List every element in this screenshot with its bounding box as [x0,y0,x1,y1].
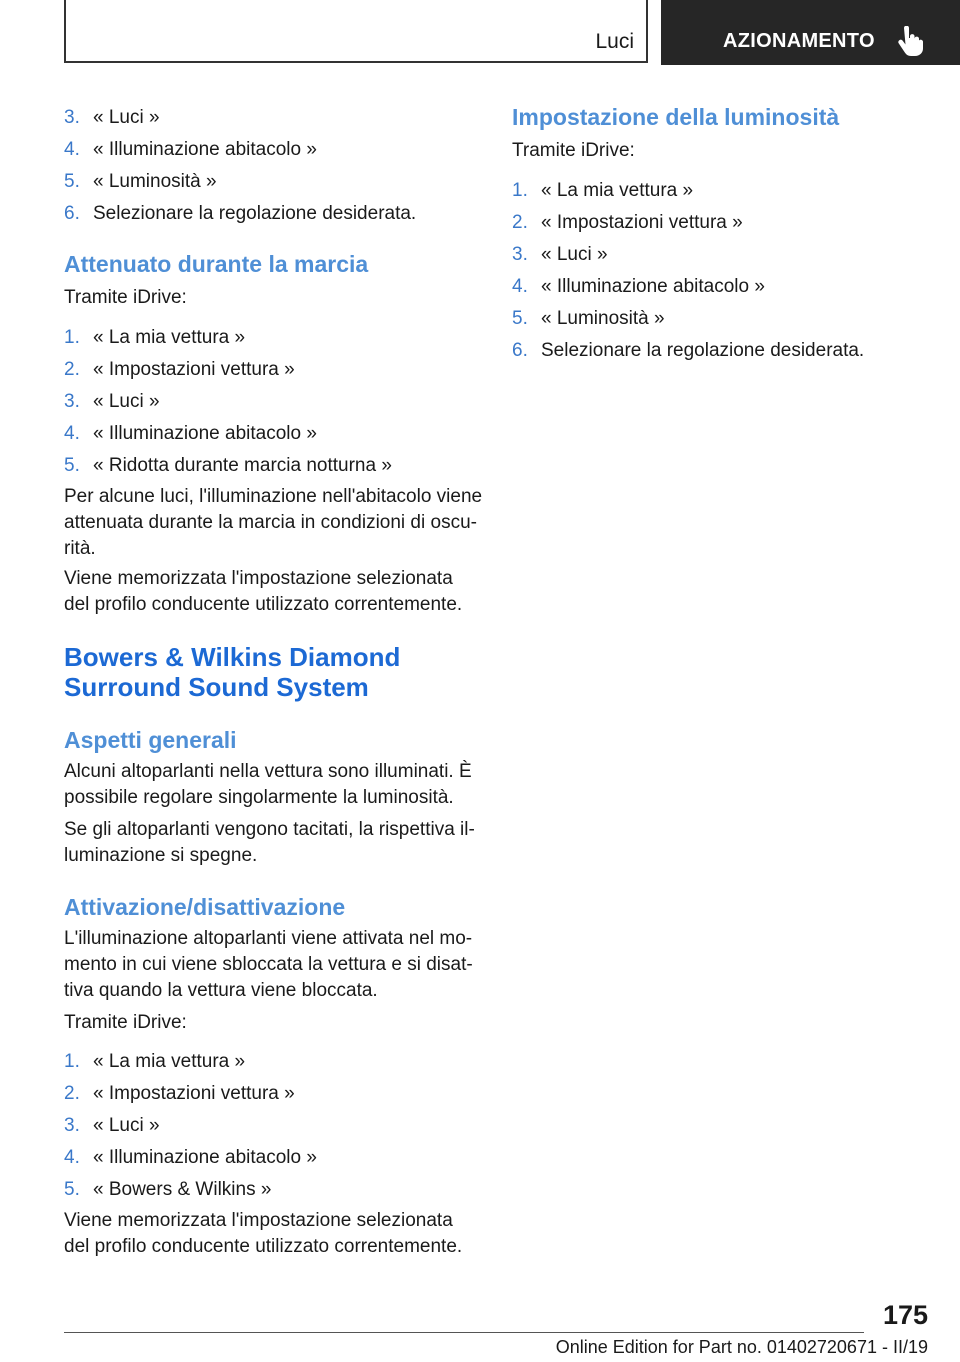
aspetti-paragraph-1: Alcuni altoparlanti nella vettura sono illuminati. È possibile regolare singolarmente la luminosità. [64,761,472,808]
list-item: 2. « Impostazioni vettura » [64,359,295,380]
list-item: 5. « Bowers & Wilkins » [64,1179,272,1200]
attivazione-paragraph-2: Viene memorizzata l'impostazione selezionata del profilo conducente utilizzato correntemente. [64,1210,463,1257]
attenuato-paragraph-2: Viene memorizzata l'impostazione selezionata del profilo conducente utilizzato correntemente. [64,568,463,615]
footer-divider [64,1332,864,1333]
list-item: 4. « Illuminazione abitacolo » [64,1147,317,1168]
luminosita-heading: Impostazione della luminosità [512,104,840,130]
attivazione-intro: Tramite iDrive: [64,1012,187,1033]
list-item: 3. « Luci » [512,244,608,265]
header-section-box [64,0,648,63]
list-item: 4. « Illuminazione abitacolo » [64,423,317,444]
list-item: 3. « Luci » [64,107,160,128]
list-item: 1. « La mia vettura » [64,1051,246,1072]
attivazione-paragraph-1: L'illuminazione altoparlanti viene attivata nel mo- mento in cui viene sbloccata la vettura e si disat- tiva quando la vettura viene bloccata. [64,928,473,1001]
list-item: 4. « Illuminazione abitacolo » [512,276,765,297]
list-item: 2. « Impostazioni vettura » [512,212,743,233]
aspetti-paragraph-2: Se gli altoparlanti vengono tacitati, la rispettiva il- luminazione si spegne. [64,819,475,866]
chapter-title: AZIONAMENTO [723,30,875,52]
list-item: 5. « Luminosità » [512,308,665,329]
attenuato-paragraph-1: Per alcune luci, l'illuminazione nell'abitacolo viene attenuata durante la marcia in condizioni di oscu- rità. [64,486,483,559]
list-item: 5. « Luminosità » [64,171,217,192]
section-title: Luci [595,30,634,53]
list-item: 4. « Illuminazione abitacolo » [64,139,317,160]
list-item: 6. Selezionare la regolazione desiderata. [64,203,417,224]
page-number: 175 [882,1300,928,1330]
list-item: 3. « Luci » [64,391,160,412]
attivazione-heading: Attivazione/disattivazione [64,894,346,920]
hand-pointer-icon [895,26,923,56]
luminosita-intro: Tramite iDrive: [512,140,635,161]
aspetti-heading: Aspetti generali [64,727,237,753]
attenuato-intro: Tramite iDrive: [64,287,187,308]
list-item: 3. « Luci » [64,1115,160,1136]
attenuato-heading: Attenuato durante la marcia [64,251,369,277]
bowers-wilkins-heading: Bowers & Wilkins Diamond Surround Sound System [64,642,401,702]
list-item: 2. « Impostazioni vettura » [64,1083,295,1104]
list-item: 6. Selezionare la regolazione desiderata. [512,340,865,361]
edition-footer: Online Edition for Part no. 01402720671 - II/19 [555,1337,928,1357]
list-item: 5. « Ridotta durante marcia notturna » [64,455,392,476]
list-item: 1. « La mia vettura » [512,180,694,201]
list-item: 1. « La mia vettura » [64,327,246,348]
chapter-tab[interactable] [661,0,960,65]
